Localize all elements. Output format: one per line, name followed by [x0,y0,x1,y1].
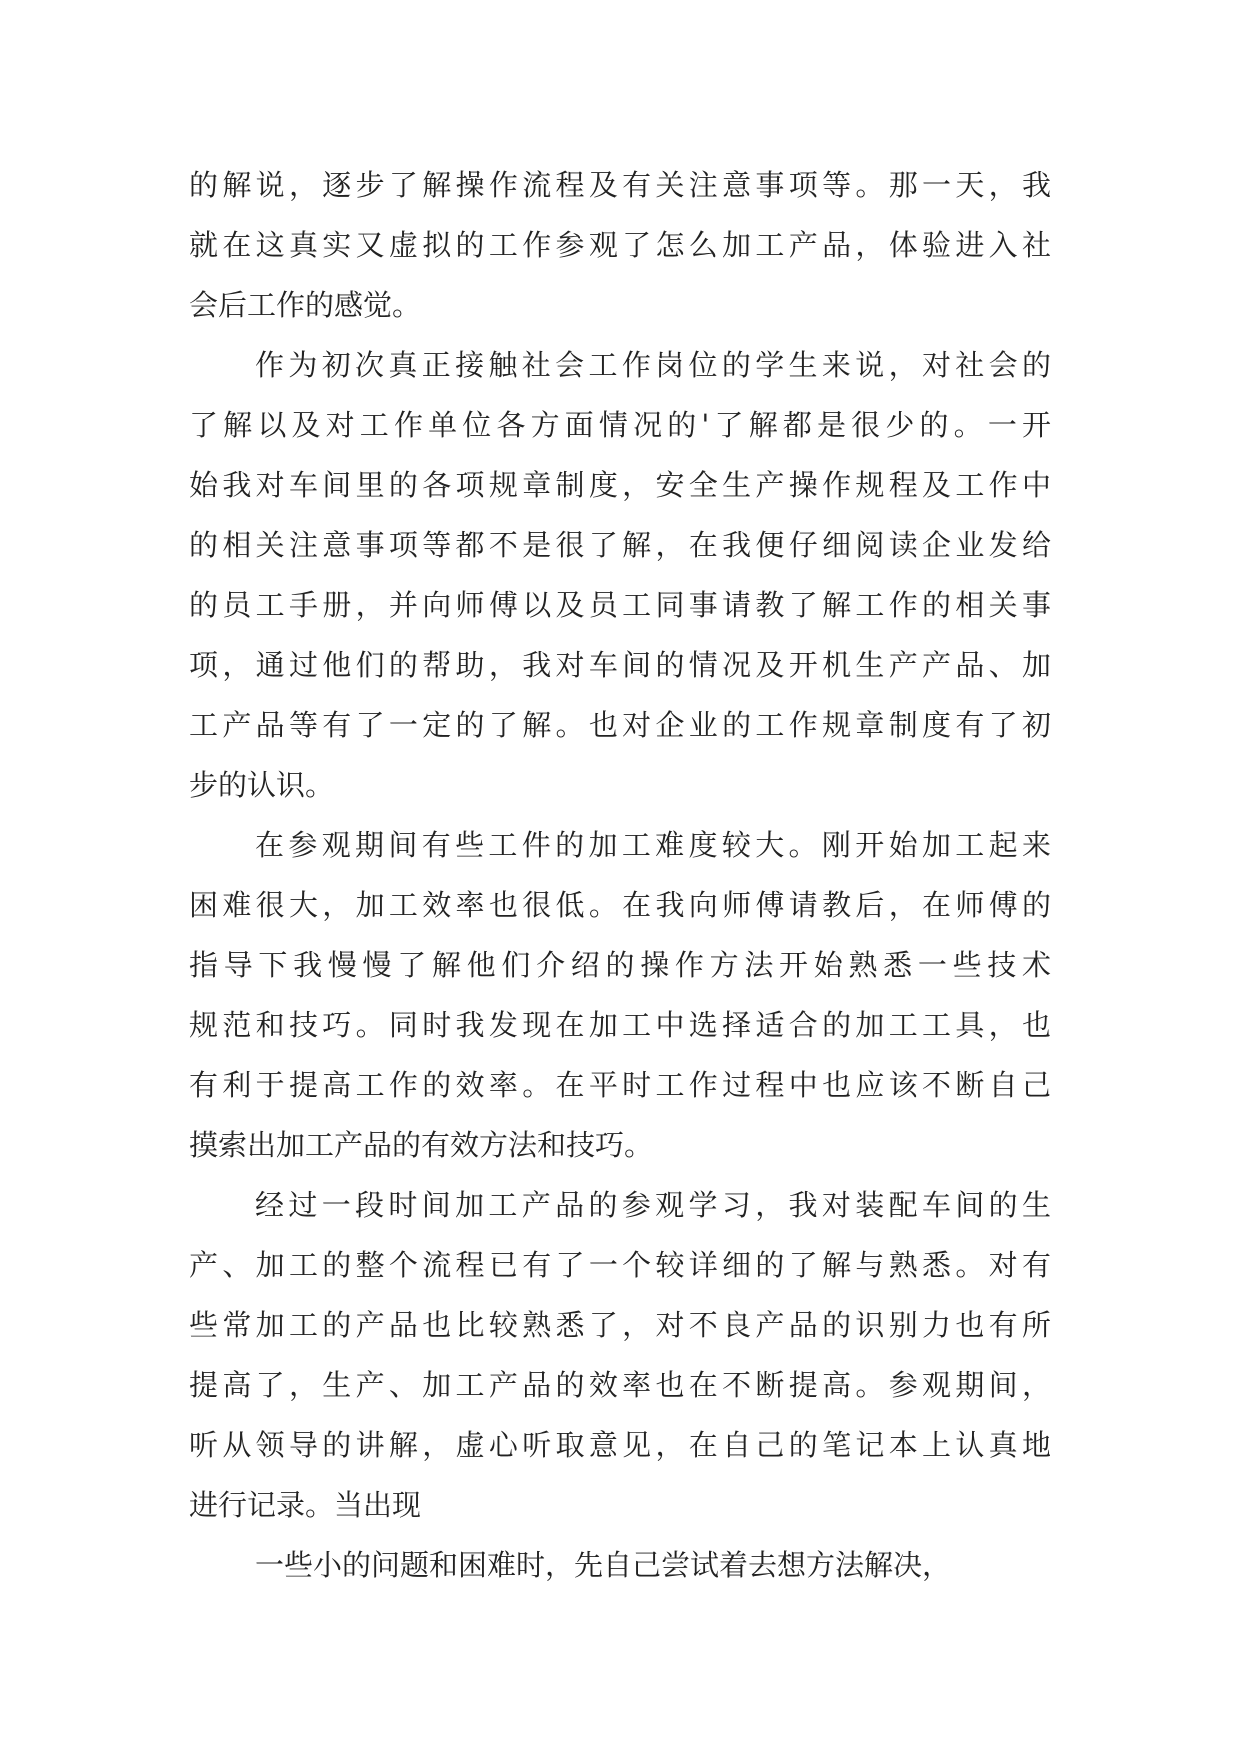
text-line: 听从领导的讲解，虚心听取意见，在自己的笔记本上认真地 [189,1428,1051,1462]
text-line: 会后工作的感觉。 [189,288,422,322]
text-line: 有利于提高工作的效率。在平时工作过程中也应该不断自己 [189,1068,1051,1102]
paragraph [189,815,1051,1175]
text-line: 摸索出加工产品的有效方法和技巧。 [189,1128,654,1162]
text-line: 在参观期间有些工件的加工难度较大。刚开始加工起来 [255,828,1051,862]
text-line: 始我对车间里的各项规章制度，安全生产操作规程及工作中 [189,468,1051,502]
paragraph [189,1175,1051,1535]
text-line: 产、加工的整个流程已有了一个较详细的了解与熟悉。对有 [189,1248,1051,1282]
text-line: 些常加工的产品也比较熟悉了，对不良产品的识别力也有所 [189,1308,1051,1342]
text-line: 步的认识。 [189,768,335,802]
text-line: 经过一段时间加工产品的参观学习，我对装配车间的生 [255,1188,1051,1222]
paragraph [189,335,1051,815]
text-line: 一些小的问题和困难时，先自己尝试着去想方法解决， [255,1548,952,1582]
text-line: 作为初次真正接触社会工作岗位的学生来说，对社会的 [255,348,1051,382]
text-line: 就在这真实又虚拟的工作参观了怎么加工产品，体验进入社 [189,228,1051,262]
text-line: 的员工手册，并向师傅以及员工同事请教了解工作的相关事 [189,588,1051,622]
paragraph [189,1535,1051,1595]
text-line: 提高了，生产、加工产品的效率也在不断提高。参观期间， [189,1368,1051,1402]
paragraph [189,155,1051,335]
text-line: 规范和技巧。同时我发现在加工中选择适合的加工工具，也 [189,1008,1051,1042]
text-line: 进行记录。当出现 [189,1488,422,1522]
text-line: 的解说，逐步了解操作流程及有关注意事项等。那一天，我 [189,168,1051,202]
text-line: 困难很大，加工效率也很低。在我向师傅请教后，在师傅的 [189,888,1051,922]
text-line: 项，通过他们的帮助，我对车间的情况及开机生产产品、加 [189,648,1051,682]
text-line: 的相关注意事项等都不是很了解，在我便仔细阅读企业发给 [189,528,1051,562]
text-line: 了解以及对工作单位各方面情况的'了解都是很少的。一开 [189,408,1051,442]
text-line: 工产品等有了一定的了解。也对企业的工作规章制度有了初 [189,708,1051,742]
body-text [189,155,1051,1595]
text-line: 指导下我慢慢了解他们介绍的操作方法开始熟悉一些技术 [189,948,1051,982]
